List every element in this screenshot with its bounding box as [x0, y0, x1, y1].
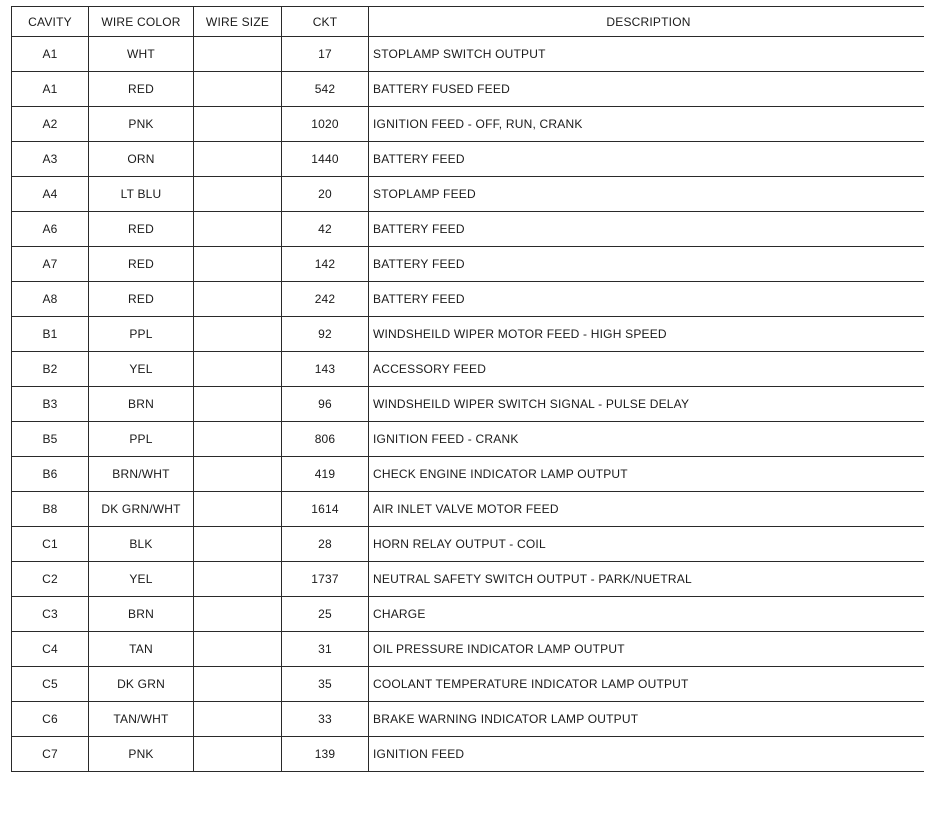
cell-wire-size — [194, 387, 282, 422]
table-row — [12, 352, 925, 387]
table-row — [12, 737, 925, 772]
cell-wire-size — [194, 632, 282, 667]
cell-ckt: 242 — [282, 282, 369, 317]
table-row — [12, 37, 925, 72]
table-row — [12, 632, 925, 667]
cell-ckt: 542 — [282, 72, 369, 107]
cell-cavity: C3 — [12, 597, 89, 632]
cell-ckt: 25 — [282, 597, 369, 632]
cell-description: BRAKE WARNING INDICATOR LAMP OUTPUT — [369, 702, 925, 737]
cell-ckt: 1020 — [282, 107, 369, 142]
cell-ckt: 33 — [282, 702, 369, 737]
table-row — [12, 667, 925, 702]
cell-cavity: B5 — [12, 422, 89, 457]
cell-cavity: C1 — [12, 527, 89, 562]
cell-description: STOPLAMP SWITCH OUTPUT — [369, 37, 925, 72]
table-row — [12, 597, 925, 632]
cell-description: COOLANT TEMPERATURE INDICATOR LAMP OUTPUT — [369, 667, 925, 702]
cell-wire-size — [194, 667, 282, 702]
cell-wire-color: YEL — [89, 352, 194, 387]
cell-cavity: A1 — [12, 72, 89, 107]
cell-wire-color: BRN — [89, 597, 194, 632]
cell-wire-color: ORN — [89, 142, 194, 177]
cell-wire-color: RED — [89, 212, 194, 247]
table-row — [12, 282, 925, 317]
cell-wire-size — [194, 37, 282, 72]
table-row — [12, 247, 925, 282]
column-header-wire-size: WIRE SIZE — [194, 7, 282, 37]
cell-wire-color: DK GRN/WHT — [89, 492, 194, 527]
cell-wire-size — [194, 352, 282, 387]
cell-description: IGNITION FEED - OFF, RUN, CRANK — [369, 107, 925, 142]
column-header-wire-color: WIRE COLOR — [89, 7, 194, 37]
table-row — [12, 457, 925, 492]
column-header-cavity: CAVITY — [12, 7, 89, 37]
cell-description: CHECK ENGINE INDICATOR LAMP OUTPUT — [369, 457, 925, 492]
cell-wire-size — [194, 72, 282, 107]
cell-wire-size — [194, 492, 282, 527]
cell-cavity: B3 — [12, 387, 89, 422]
cell-wire-size — [194, 212, 282, 247]
cell-wire-color: BLK — [89, 527, 194, 562]
cell-ckt: 806 — [282, 422, 369, 457]
cell-cavity: C2 — [12, 562, 89, 597]
cell-cavity: B1 — [12, 317, 89, 352]
cell-wire-size — [194, 317, 282, 352]
cell-description: ACCESSORY FEED — [369, 352, 925, 387]
cell-wire-size — [194, 107, 282, 142]
cell-wire-color: TAN/WHT — [89, 702, 194, 737]
table-row — [12, 562, 925, 597]
cell-cavity: C6 — [12, 702, 89, 737]
cell-cavity: B6 — [12, 457, 89, 492]
cell-cavity: A6 — [12, 212, 89, 247]
cell-wire-color: WHT — [89, 37, 194, 72]
cell-description: OIL PRESSURE INDICATOR LAMP OUTPUT — [369, 632, 925, 667]
cell-cavity: A8 — [12, 282, 89, 317]
cell-wire-color: PNK — [89, 737, 194, 772]
cell-description: IGNITION FEED - CRANK — [369, 422, 925, 457]
cell-wire-color: RED — [89, 247, 194, 282]
cell-ckt: 1614 — [282, 492, 369, 527]
cell-ckt: 17 — [282, 37, 369, 72]
cell-ckt: 1440 — [282, 142, 369, 177]
cell-description: IGNITION FEED — [369, 737, 925, 772]
cell-wire-size — [194, 597, 282, 632]
cell-wire-color: PPL — [89, 422, 194, 457]
cell-wire-color: DK GRN — [89, 667, 194, 702]
column-header-description: DESCRIPTION — [369, 7, 925, 37]
connector-pinout-table — [11, 6, 924, 772]
cell-ckt: 96 — [282, 387, 369, 422]
cell-ckt: 31 — [282, 632, 369, 667]
cell-cavity: B8 — [12, 492, 89, 527]
table-row — [12, 107, 925, 142]
cell-description: BATTERY FEED — [369, 142, 925, 177]
cell-description: BATTERY FEED — [369, 247, 925, 282]
table-row — [12, 212, 925, 247]
cell-cavity: C4 — [12, 632, 89, 667]
cell-ckt: 139 — [282, 737, 369, 772]
cell-wire-color: TAN — [89, 632, 194, 667]
cell-description: BATTERY FEED — [369, 212, 925, 247]
table-row — [12, 527, 925, 562]
cell-description: CHARGE — [369, 597, 925, 632]
cell-description: WINDSHEILD WIPER SWITCH SIGNAL - PULSE DELAY — [369, 387, 925, 422]
cell-wire-color: PNK — [89, 107, 194, 142]
cell-wire-color: YEL — [89, 562, 194, 597]
cell-ckt: 142 — [282, 247, 369, 282]
cell-description: NEUTRAL SAFETY SWITCH OUTPUT - PARK/NUETRAL — [369, 562, 925, 597]
cell-ckt: 42 — [282, 212, 369, 247]
cell-wire-color: PPL — [89, 317, 194, 352]
cell-wire-size — [194, 142, 282, 177]
cell-cavity: A7 — [12, 247, 89, 282]
cell-cavity: A2 — [12, 107, 89, 142]
cell-wire-size — [194, 527, 282, 562]
header-row — [12, 7, 925, 37]
cell-ckt: 20 — [282, 177, 369, 212]
cell-cavity: C7 — [12, 737, 89, 772]
table-row — [12, 72, 925, 107]
cell-cavity: A3 — [12, 142, 89, 177]
cell-wire-color: RED — [89, 282, 194, 317]
cell-wire-size — [194, 422, 282, 457]
cell-description: BATTERY FEED — [369, 282, 925, 317]
cell-wire-size — [194, 702, 282, 737]
connector-pinout-sheet — [11, 6, 924, 806]
cell-ckt: 143 — [282, 352, 369, 387]
cell-ckt: 92 — [282, 317, 369, 352]
cell-ckt: 419 — [282, 457, 369, 492]
table-header — [12, 7, 925, 37]
cell-wire-size — [194, 457, 282, 492]
cell-cavity: C5 — [12, 667, 89, 702]
table-row — [12, 142, 925, 177]
cell-description: STOPLAMP FEED — [369, 177, 925, 212]
table-row — [12, 317, 925, 352]
cell-wire-color: BRN — [89, 387, 194, 422]
table-row — [12, 177, 925, 212]
cell-ckt: 28 — [282, 527, 369, 562]
cell-cavity: A4 — [12, 177, 89, 212]
cell-wire-size — [194, 562, 282, 597]
cell-ckt: 35 — [282, 667, 369, 702]
cell-cavity: B2 — [12, 352, 89, 387]
cell-wire-size — [194, 737, 282, 772]
table-row — [12, 422, 925, 457]
cell-description: AIR INLET VALVE MOTOR FEED — [369, 492, 925, 527]
cell-wire-color: LT BLU — [89, 177, 194, 212]
table-row — [12, 702, 925, 737]
table-body — [12, 37, 925, 772]
cell-wire-size — [194, 282, 282, 317]
cell-description: HORN RELAY OUTPUT - COIL — [369, 527, 925, 562]
table-row — [12, 387, 925, 422]
column-header-ckt: CKT — [282, 7, 369, 37]
cell-description: WINDSHEILD WIPER MOTOR FEED - HIGH SPEED — [369, 317, 925, 352]
cell-cavity: A1 — [12, 37, 89, 72]
cell-wire-color: BRN/WHT — [89, 457, 194, 492]
cell-wire-size — [194, 177, 282, 212]
cell-description: BATTERY FUSED FEED — [369, 72, 925, 107]
cell-wire-size — [194, 247, 282, 282]
cell-wire-color: RED — [89, 72, 194, 107]
cell-ckt: 1737 — [282, 562, 369, 597]
table-row — [12, 492, 925, 527]
